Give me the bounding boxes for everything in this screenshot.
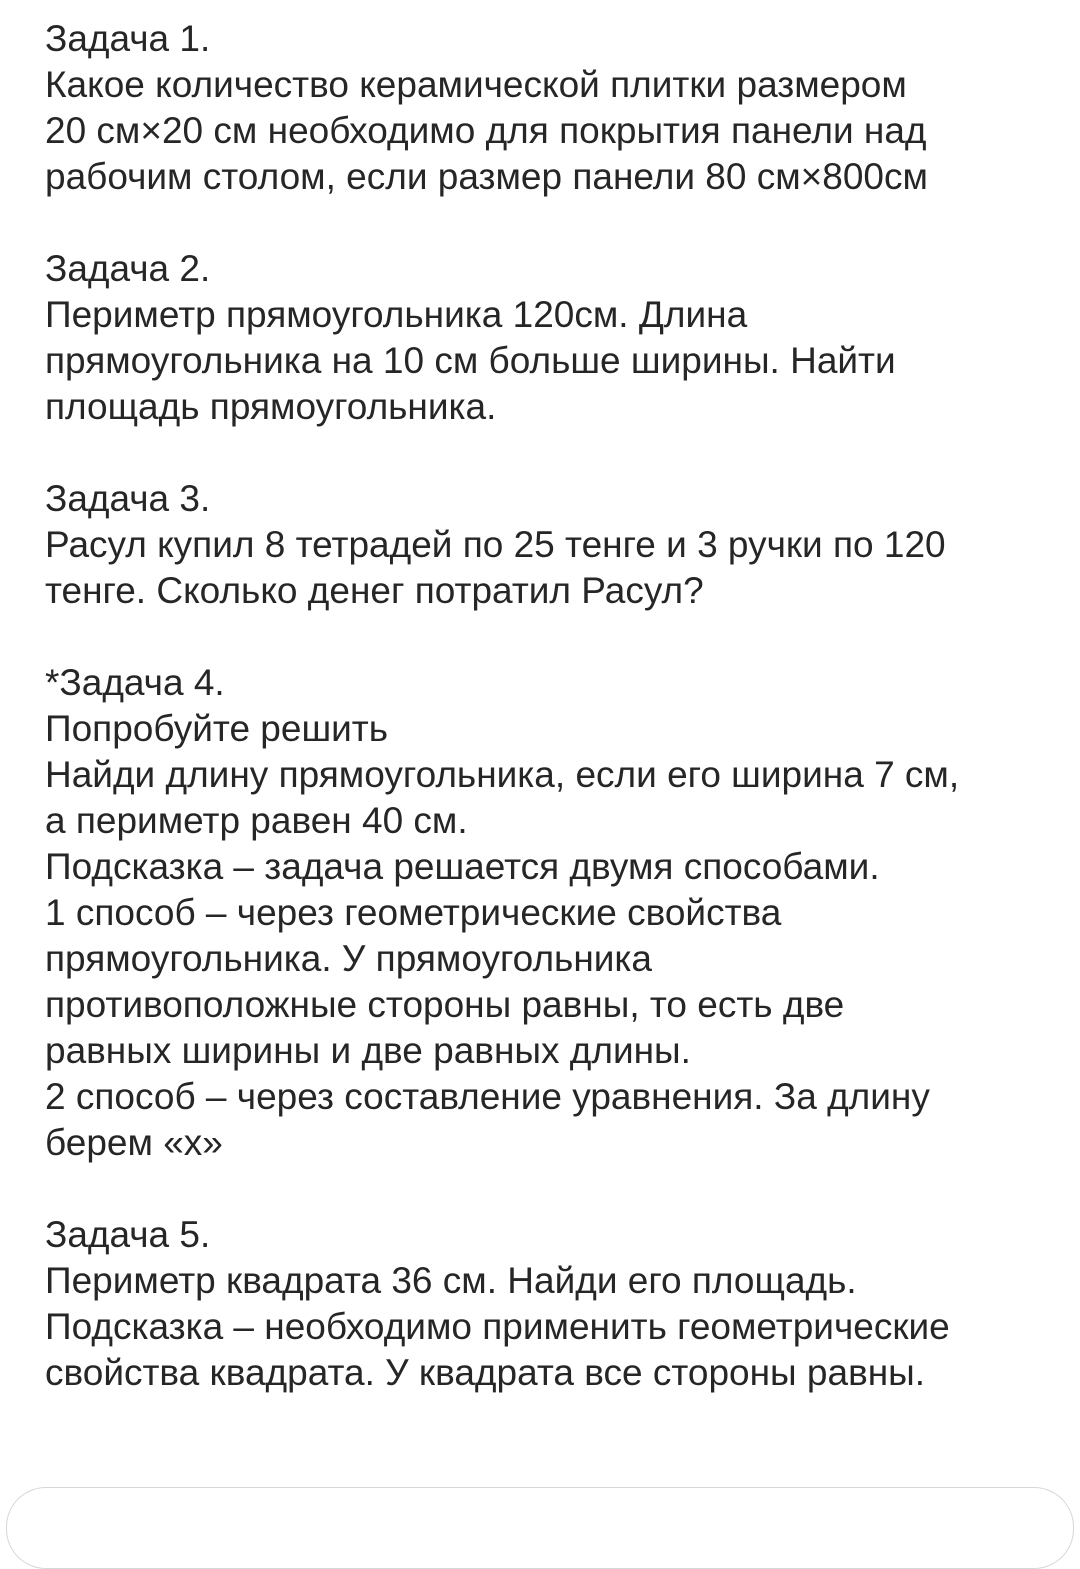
task-text-line: рабочим столом, если размер панели 80 см×800см	[45, 156, 928, 197]
task-hint-line: 1 способ – через геометрические свойства	[45, 892, 782, 933]
task-title: Задача 3.	[45, 478, 211, 519]
task-hint-line: прямоугольника. У прямоугольника	[45, 938, 652, 979]
task-2	[45, 246, 1055, 430]
task-text-line: а периметр равен 40 см.	[45, 800, 468, 841]
task-text-line: Попробуйте решить	[45, 708, 389, 749]
task-text-line: тенге. Сколько денег потратил Расул?	[45, 570, 704, 611]
task-title: Задача 2.	[45, 248, 211, 289]
task-4	[45, 660, 1055, 1166]
task-hint-line: свойства квадрата. У квадрата все стороны равны.	[45, 1352, 926, 1393]
task-3	[45, 476, 1055, 614]
task-text-line: площадь прямоугольника.	[45, 386, 497, 427]
task-text-line: Какое количество керамической плитки размером	[45, 64, 907, 105]
task-text-line: Периметр прямоугольника 120см. Длина	[45, 294, 748, 335]
task-hint-line: противоположные стороны равны, то есть две	[45, 984, 845, 1025]
task-text-line: Расул купил 8 тетрадей по 25 тенге и 3 ручки по 120	[45, 524, 946, 565]
task-document	[45, 16, 1055, 1442]
task-hint-line: Подсказка – необходимо применить геометрические	[45, 1306, 950, 1347]
task-title: *Задача 4.	[45, 662, 225, 703]
task-text-line: Периметр квадрата 36 см. Найди его площадь.	[45, 1260, 857, 1301]
task-hint-line: берем «х»	[45, 1122, 223, 1163]
comment-input-box[interactable]	[6, 1487, 1074, 1569]
task-title: Задача 5.	[45, 1214, 211, 1255]
task-hint-line: равных ширины и две равных длины.	[45, 1030, 691, 1071]
task-text-line: Найди длину прямоугольника, если его ширина 7 см,	[45, 754, 960, 795]
task-text-line: прямоугольника на 10 см больше ширины. Найти	[45, 340, 896, 381]
task-1	[45, 16, 1055, 200]
task-5	[45, 1212, 1055, 1396]
task-title: Задача 1.	[45, 18, 211, 59]
task-hint-line: 2 способ – через составление уравнения. За длину	[45, 1076, 930, 1117]
task-hint-line: Подсказка – задача решается двумя способами.	[45, 846, 880, 887]
task-text-line: 20 см×20 см необходимо для покрытия панели над	[45, 110, 927, 151]
